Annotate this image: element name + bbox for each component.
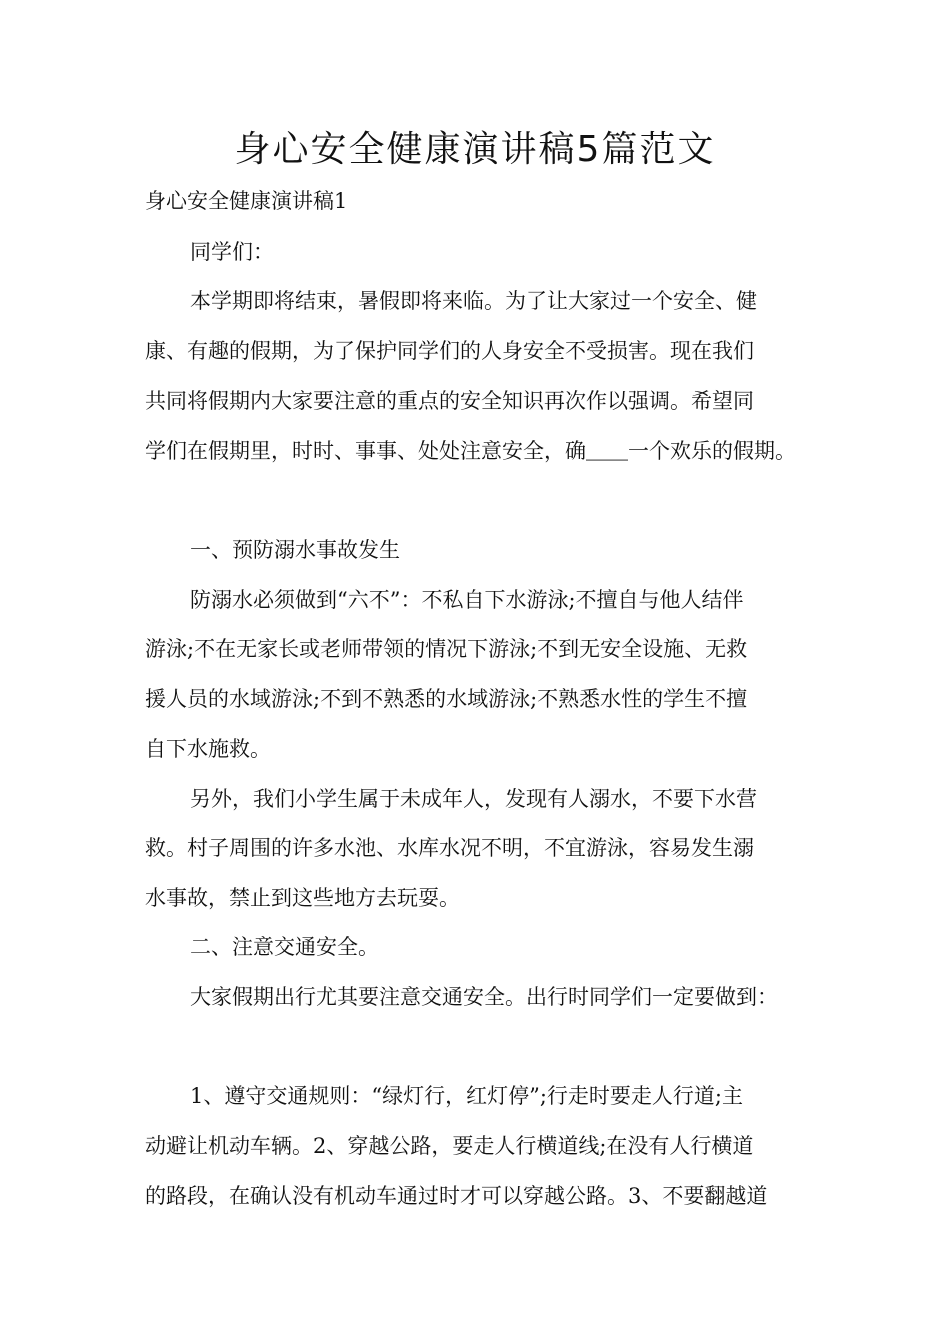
paragraph-line: 另外，我们小学生属于未成年人，发现有人溺水，不要下水营	[190, 787, 757, 811]
paragraph-line: 救。村子周围的许多水池、水库水况不明，不宜游泳，容易发生溺	[145, 836, 754, 860]
document-title: 身心安全健康演讲稿5篇范文	[234, 129, 716, 170]
paragraph-line: 大家假期出行尤其要注意交通安全。出行时同学们一定要做到：	[190, 985, 778, 1009]
paragraph-line: 学们在假期里，时时、事事、处处注意安全，确＿＿一个欢乐的假期。	[145, 439, 796, 463]
heading-drowning: 一、预防溺水事故发生	[190, 538, 400, 562]
paragraph-line: 水事故，禁止到这些地方去玩耍。	[145, 886, 460, 910]
paragraph-line: 康、有趣的假期，为了保护同学们的人身安全不受损害。现在我们	[145, 339, 754, 363]
paragraph-line: 的路段，在确认没有机动车通过时才可以穿越公路。3、不要翻越道	[145, 1184, 768, 1208]
paragraph-line: 防溺水必须做到“六不”：不私自下水游泳;不擅自与他人结伴	[190, 588, 744, 612]
paragraph-line: 1、遵守交通规则：“绿灯行，红灯停”;行走时要走人行道;主	[190, 1084, 743, 1108]
heading-traffic: 二、注意交通安全。	[190, 935, 379, 959]
salutation: 同学们：	[190, 240, 274, 264]
section-heading: 身心安全健康演讲稿1	[145, 189, 348, 213]
paragraph-line: 动避让机动车辆。2、穿越公路，要走人行横道线;在没有人行横道	[145, 1134, 754, 1158]
paragraph-line: 游泳;不在无家长或老师带领的情况下游泳;不到无安全设施、无救	[145, 637, 748, 661]
paragraph-line: 援人员的水域游泳;不到不熟悉的水域游泳;不熟悉水性的学生不擅	[145, 687, 748, 711]
paragraph-line: 本学期即将结束，暑假即将来临。为了让大家过一个安全、健	[190, 289, 757, 313]
paragraph-line: 共同将假期内大家要注意的重点的安全知识再次作以强调。希望同	[145, 389, 754, 413]
paragraph-line: 自下水施救。	[145, 737, 271, 761]
